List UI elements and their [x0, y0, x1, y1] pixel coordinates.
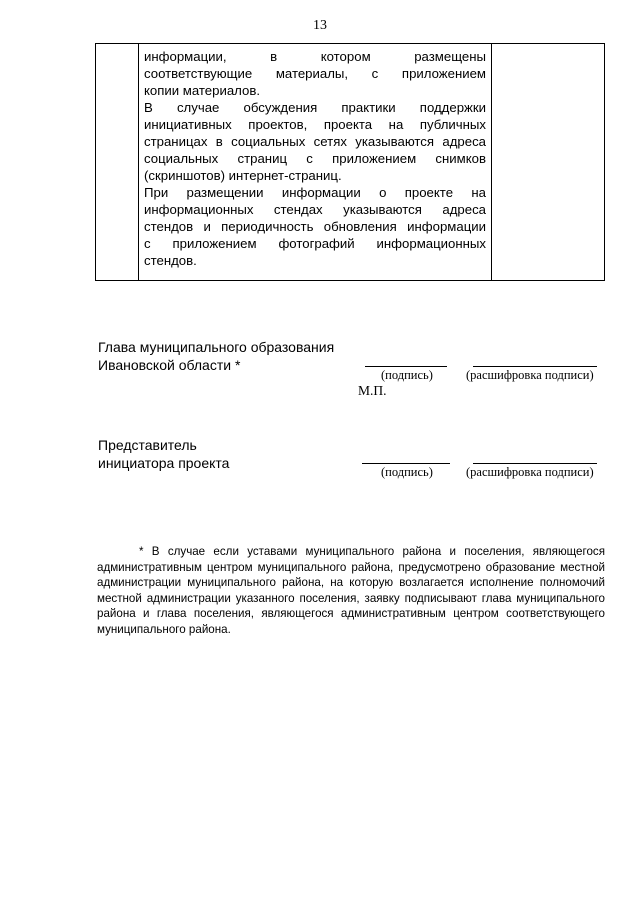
cell-line: информации, в котором размещены — [144, 49, 486, 64]
representative-title-line1: Представитель — [98, 437, 197, 453]
head-title-line1: Глава муниципального образования — [98, 339, 335, 355]
cell-line: соответствующие материалы, с приложением — [144, 66, 486, 81]
representative-signature-caption: (подпись) — [381, 465, 433, 479]
footnote — [97, 544, 605, 637]
table-top-border — [96, 43, 604, 44]
cell-line: информационных стендах указываются адреса — [144, 202, 486, 217]
column-divider-left — [138, 43, 139, 280]
representative-title-line2: инициатора проекта — [98, 455, 230, 471]
cell-line: с приложением фотографий информационных — [144, 236, 486, 251]
head-signature-line — [365, 366, 447, 367]
cell-line: стендов. — [144, 253, 197, 268]
column-divider-right — [491, 43, 492, 280]
cell-line: страницах в социальных сетях указываются адреса — [144, 134, 486, 149]
cell-line: социальных страниц с приложением снимков — [144, 151, 486, 166]
cell-line: инициативных проектов, проекта на публичных — [144, 117, 486, 132]
table-fragment — [95, 43, 605, 281]
footnote-text: * В случае если уставами муниципального района и поселения, являющегося административным центром муниципального района, предусмотрено образование местной администрации муниципального района, на которую возлагается исполнение полномочий местной администрации указанного поселения, заявку подписывают глава муниципального района и глава поселения, являющегося административным центром соответствующего муниципального района. — [97, 545, 605, 636]
head-title-line2: Ивановской области * — [98, 357, 241, 373]
representative-decoding-line — [473, 463, 597, 464]
cell-line: При размещении информации о проекте на — [144, 185, 486, 200]
head-signature-caption: (подпись) — [381, 368, 433, 382]
stamp-place: М.П. — [358, 383, 387, 398]
page-number: 13 — [313, 18, 327, 33]
cell-line: (скриншотов) интернет-страниц. — [144, 168, 342, 183]
head-decoding-caption: (расшифровка подписи) — [466, 368, 594, 382]
head-decoding-line — [473, 366, 597, 367]
representative-signature-line — [362, 463, 450, 464]
cell-line: копии материалов. — [144, 83, 261, 98]
representative-decoding-caption: (расшифровка подписи) — [466, 465, 594, 479]
cell-line: стендов и периодичность обновления информации — [144, 219, 486, 234]
table-cell-text — [144, 48, 486, 269]
cell-line: В случае обсуждения практики поддержки — [144, 100, 486, 115]
